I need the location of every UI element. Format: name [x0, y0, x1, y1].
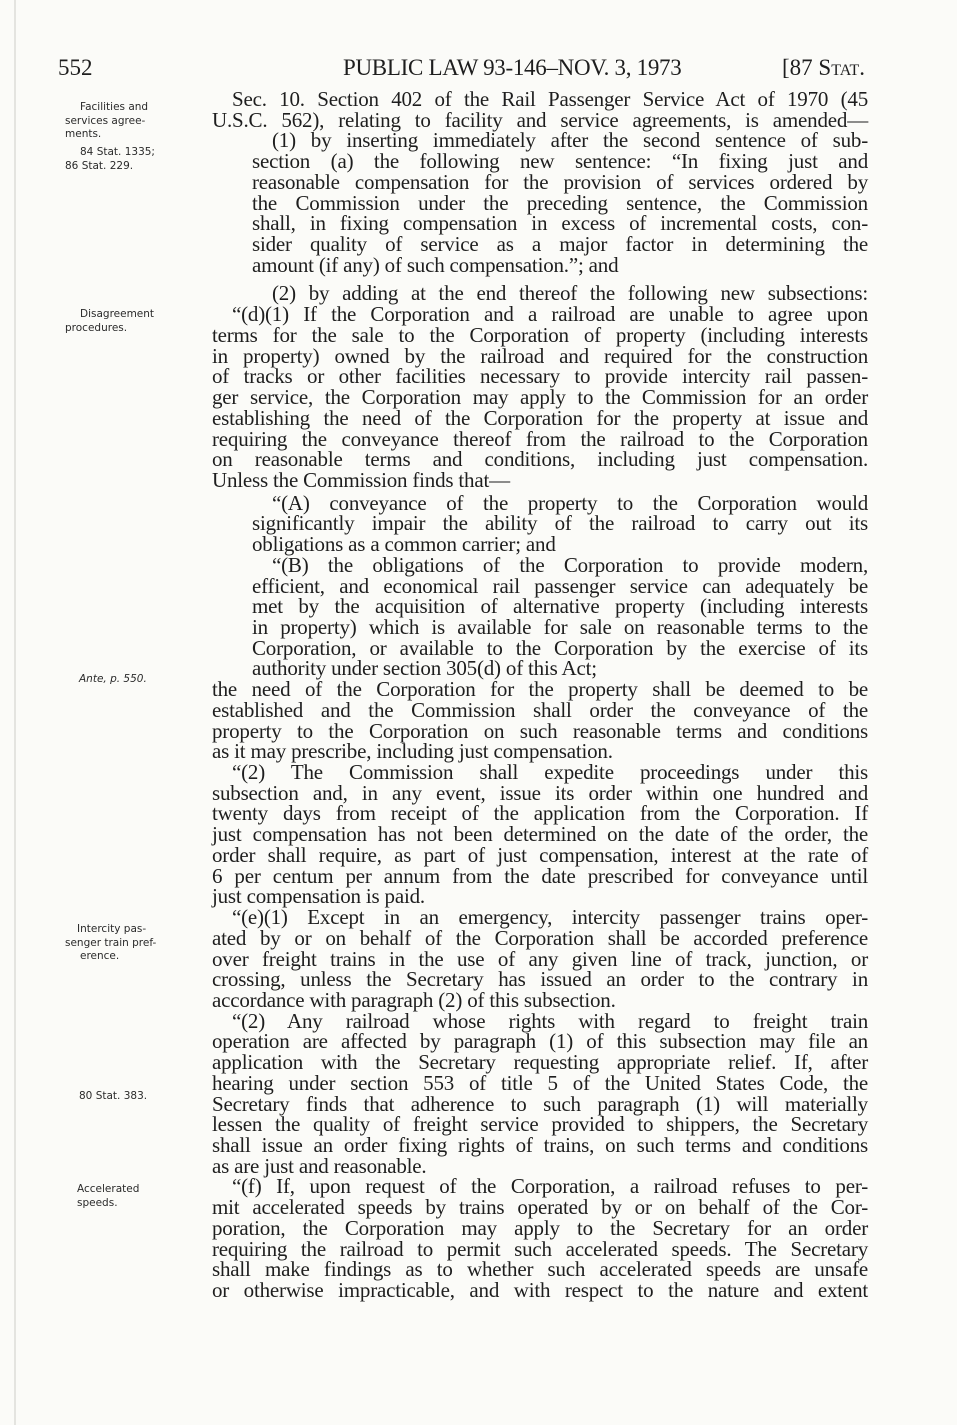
- margin-note-line: 84 Stat. 1335;: [80, 146, 155, 158]
- body-line: obligations as a common carrier; and: [252, 532, 556, 557]
- body-line: the Commission under the preceding sentence, the Commission: [252, 190, 868, 215]
- margin-note-line: 86 Stat. 229.: [65, 159, 134, 172]
- margin-note-line: ments.: [65, 128, 102, 140]
- body-line: subsection and, in any event, issue its order within one hundred and: [212, 780, 868, 805]
- margin-note-line: 80 Stat. 383.: [79, 1090, 148, 1102]
- margin-note-line: speeds.: [77, 1196, 118, 1209]
- body-line: property to the Corporation on such reasonable terms and conditions: [212, 718, 868, 743]
- body-line: in property) owned by the railroad and required for the construction: [212, 343, 868, 368]
- margin-note-line: Facilities and: [80, 101, 149, 113]
- body-line: accordance with paragraph (2) of this subsection.: [212, 987, 616, 1012]
- body-line: “(A) conveyance of the property to the Corporation would: [272, 490, 868, 515]
- body-line: (2) by adding at the end thereof the following new subsections:: [272, 281, 868, 306]
- body-line: sider quality of service as a major factor in determining the: [252, 232, 868, 257]
- body-line: ger service, the Corporation may apply to the Commission for an order: [212, 385, 868, 410]
- body-line: on reasonable terms and conditions, including just compensation.: [212, 447, 868, 472]
- margin-note-line: Accelerated: [77, 1183, 140, 1195]
- body-line: or otherwise impracticable, and with respect to the nature and extent: [212, 1278, 868, 1303]
- body-line: authority under section 305(d) of this Act;: [252, 656, 597, 681]
- body-line: the need of the Corporation for the property shall be deemed to be: [212, 677, 868, 702]
- body-line: as it may prescribe, including just compensation.: [212, 739, 613, 764]
- margin-note-line: erence.: [80, 950, 120, 962]
- body-line: “(d)(1) If the Corporation and a railroad are unable to agree upon: [232, 302, 868, 327]
- margin-note-line: Intercity pas-: [77, 923, 147, 935]
- page-title: PUBLIC LAW 93-146–NOV. 3, 1973: [343, 55, 682, 80]
- body-line: Corporation, or available to the Corporation by the exercise of its: [252, 635, 868, 660]
- body-line: U.S.C. 562), relating to facility and service agreements, is amended—: [212, 107, 868, 132]
- body-line: just compensation is paid.: [212, 884, 425, 909]
- body-line: significantly impair the ability of the railroad to carry out its: [252, 511, 868, 536]
- margin-note-line: services agree-: [65, 114, 146, 127]
- body-line: efficient, and economical rail passenger service can adequately be: [252, 573, 868, 598]
- body-line: hearing under section 553 of title 5 of the United States Code, the: [212, 1070, 868, 1095]
- body-line: poration, the Corporation may apply to the Secretary for an order: [212, 1215, 868, 1240]
- body-line: established and the Commission shall order the conveyance of the: [212, 697, 868, 722]
- margin-note-line: Disagreement: [80, 308, 155, 320]
- body-line: (1) by inserting immediately after the second sentence of sub-: [272, 128, 868, 153]
- margin-note-line: Ante, p. 550.: [79, 673, 147, 685]
- body-line: application with the Secretary requesting appropriate relief. If, after: [212, 1050, 868, 1075]
- body-line: Unless the Commission finds that—: [212, 467, 510, 492]
- margin-note-line: senger train pref-: [65, 936, 157, 949]
- body-line: in property) which is available for sale on reasonable terms to the: [252, 615, 868, 639]
- body-line: requiring the conveyance thereof from the railroad to the Corporation: [212, 426, 868, 451]
- body-line: mit accelerated speeds by trains operated by or on behalf of the Cor-: [212, 1195, 868, 1220]
- body-line: just compensation has not been determined on the date of the order, the: [212, 822, 868, 847]
- body-line: 6 per centum per annum from the date prescribed for conveyance until: [212, 863, 868, 888]
- margin-note-line: procedures.: [65, 321, 128, 334]
- body-line: ated by or on behalf of the Corporation shall be accorded preference: [212, 925, 868, 950]
- body-line: Secretary finds that adherence to such paragraph (1) will materially: [212, 1091, 868, 1116]
- body-line: “(2) Any railroad whose rights with regard to freight train: [232, 1008, 868, 1033]
- body-line: “(2) The Commission shall expedite proceedings under this: [232, 760, 868, 785]
- body-line: as are just and reasonable.: [212, 1153, 427, 1178]
- body-line: shall make findings as to whether such accelerated speeds are unsafe: [212, 1257, 868, 1282]
- body-line: reasonable compensation for the provision of services ordered by: [252, 169, 868, 194]
- body-line: operation are affected by paragraph (1) of this subsection may file an: [212, 1029, 868, 1054]
- body-line: “(B) the obligations of the Corporation to provide modern,: [272, 552, 868, 577]
- body-line: “(e)(1) Except in an emergency, intercity passenger trains oper-: [232, 905, 868, 930]
- page-edge: [14, 0, 16, 1425]
- volume-reference: [87 Stat.: [782, 55, 865, 80]
- body-line: twenty days from receipt of the application from the Corporation. If: [212, 801, 868, 826]
- body-line: Sec. 10. Section 402 of the Rail Passenger Service Act of 1970 (45: [232, 87, 868, 111]
- body-line: order shall require, as part of just compensation, interest at the rate of: [212, 842, 868, 867]
- body-line: establishing the need of the Corporation for the property at issue and: [212, 405, 868, 430]
- page-number: 552: [58, 55, 93, 80]
- body-line: of tracks or other facilities necessary to provide intercity rail passen-: [212, 364, 868, 389]
- body-line: met by the acquisition of alternative property (including interests: [252, 594, 868, 619]
- body-line: lessen the quality of freight service provided to shippers, the Secretary: [212, 1112, 868, 1137]
- body-line: section (a) the following new sentence: “In fixing just and: [252, 149, 868, 174]
- body-line: over freight trains in the use of any given line of track, junction, or: [212, 946, 868, 971]
- body-line: amount (if any) of such compensation.”; and: [252, 252, 619, 277]
- body-line: requiring the railroad to permit such accelerated speeds. The Secretary: [212, 1236, 868, 1261]
- body-line: shall issue an order fixing rights of trains, on such terms and conditions: [212, 1133, 868, 1157]
- body-line: shall, in fixing compensation in excess of incremental costs, con-: [252, 211, 868, 236]
- body-line: terms for the sale to the Corporation of property (including interests: [212, 322, 868, 347]
- body-line: crossing, unless the Secretary has issued an order to the contrary in: [212, 967, 868, 992]
- body-line: “(f) If, upon request of the Corporation, a railroad refuses to per-: [232, 1174, 868, 1199]
